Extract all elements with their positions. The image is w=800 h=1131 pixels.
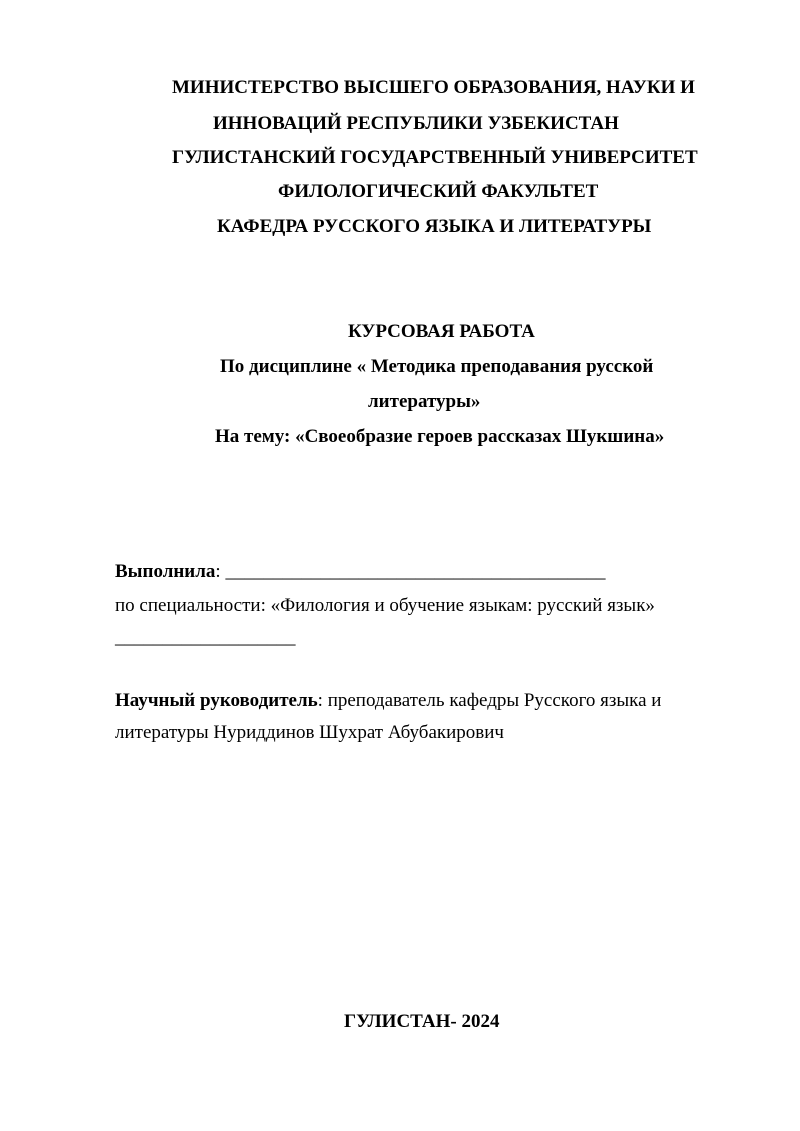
university-name: ГУЛИСТАНСКИЙ ГОСУДАРСТВЕННЫЙ УНИВЕРСИТЕТ bbox=[172, 147, 698, 168]
city-year: ГУЛИСТАН- 2024 bbox=[344, 1011, 500, 1032]
supervisor-label: Научный руководитель bbox=[115, 690, 318, 711]
work-type-title: КУРСОВАЯ РАБОТА bbox=[348, 321, 535, 342]
discipline-line-1: По дисциплине « Методика преподавания русской bbox=[220, 356, 654, 377]
department-name: КАФЕДРА РУССКОГО ЯЗЫКА И ЛИТЕРАТУРЫ bbox=[217, 216, 652, 237]
specialty-blank: ___________________ bbox=[115, 627, 296, 648]
author-separator: : bbox=[215, 561, 221, 582]
author-blank: ________________________________________ bbox=[220, 561, 606, 582]
supervisor-line-1 bbox=[115, 690, 661, 712]
author-label: Выполнила bbox=[115, 561, 216, 582]
ministry-line-2: ИННОВАЦИЙ РЕСПУБЛИКИ УЗБЕКИСТАН bbox=[213, 113, 619, 134]
discipline-line-2: литературы» bbox=[368, 391, 481, 412]
topic-line: На тему: «Своеобразие героев рассказах Шукшина» bbox=[215, 426, 665, 447]
ministry-line-1: МИНИСТЕРСТВО ВЫСШЕГО ОБРАЗОВАНИЯ, НАУКИ И bbox=[172, 77, 695, 98]
supervisor-line-2: литературы Нуриддинов Шухрат Абубакирович bbox=[115, 722, 504, 743]
supervisor-text-1: : преподаватель кафедры Русского языка и bbox=[317, 690, 662, 711]
author-line bbox=[115, 561, 605, 583]
specialty-line: по специальности: «Филология и обучение языкам: русский язык» bbox=[115, 595, 655, 616]
faculty-name: ФИЛОЛОГИЧЕСКИЙ ФАКУЛЬТЕТ bbox=[278, 181, 599, 202]
